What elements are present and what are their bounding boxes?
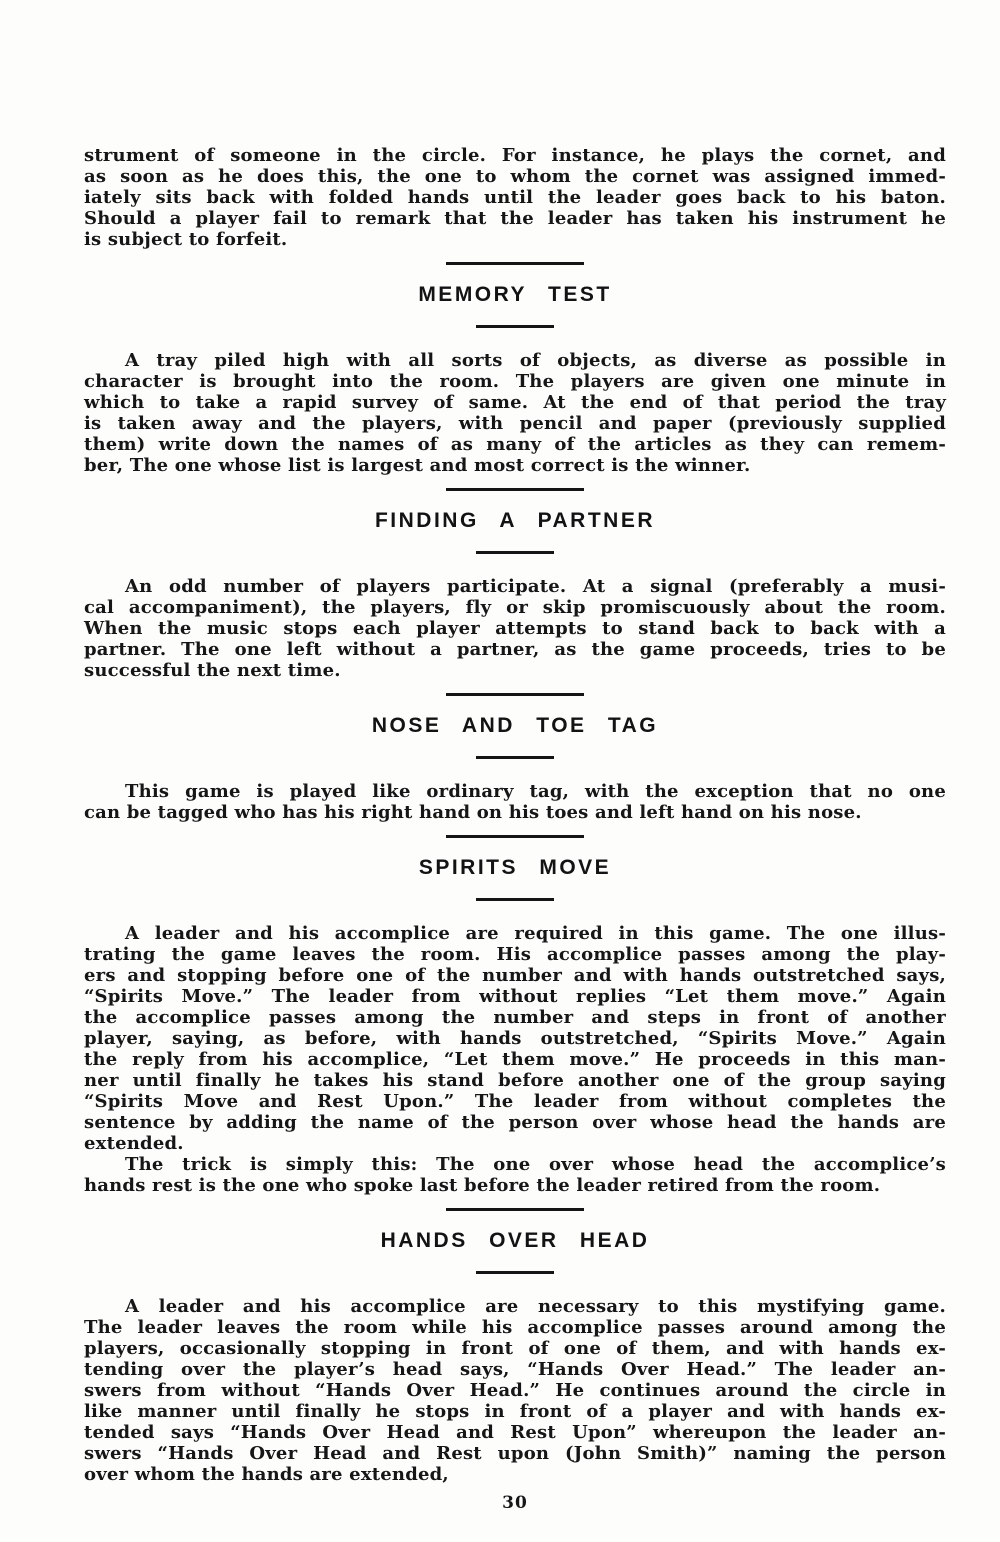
paragraph — [84, 1296, 946, 1485]
body-text-line: When the music stops each player attempts to stand back to back with a — [84, 618, 946, 639]
section-heading-memory-test: MEMORY TEST — [418, 283, 612, 306]
body-text-line: A leader and his accomplice are necessary to this mystifying game. — [125, 1296, 946, 1317]
section-divider — [446, 835, 584, 838]
body-text-line: like manner until finally he stops in front of a player and with hands ex- — [84, 1401, 946, 1422]
body-text-line: is subject to forfeit. — [84, 229, 288, 250]
section-divider — [446, 262, 584, 265]
body-text-line: hands rest is the one who spoke last before the leader retired from the room. — [84, 1175, 881, 1196]
body-text-line: An odd number of players participate. At a signal (preferably a musi- — [125, 576, 946, 597]
heading-underline — [476, 325, 554, 328]
body-text-line: “Spirits Move.” The leader from without replies “Let them move.” Again — [84, 986, 946, 1007]
body-text-line: swers from without “Hands Over Head.” He continues around the circle in — [84, 1380, 946, 1401]
body-text-line: The leader leaves the room while his accomplice passes around among the — [84, 1317, 946, 1338]
body-text-line: ner until finally he takes his stand before another one of the group saying — [84, 1070, 946, 1091]
body-text-line: is taken away and the players, with pencil and paper (previously supplied — [84, 413, 946, 434]
body-text-line: This game is played like ordinary tag, with the exception that no one — [125, 781, 946, 802]
paragraph — [84, 781, 946, 823]
body-text-line: A tray piled high with all sorts of objects, as diverse as possible in — [125, 350, 946, 371]
body-text-line: The trick is simply this: The one over whose head the accomplice’s — [125, 1154, 946, 1175]
body-text-line: the reply from his accomplice, “Let them move.” He proceeds in this man- — [84, 1049, 946, 1070]
paragraph — [84, 1154, 946, 1196]
section-divider — [446, 1208, 584, 1211]
section-divider — [446, 488, 584, 491]
body-text-line: Should a player fail to remark that the leader has taken his instrument he — [84, 208, 946, 229]
body-text-line: strument of someone in the circle. For instance, he plays the cornet, and — [84, 145, 946, 166]
body-text-line: the accomplice passes among the number and steps in front of another — [84, 1007, 946, 1028]
heading-underline — [476, 756, 554, 759]
section-heading-hands-over-head: HANDS OVER HEAD — [380, 1229, 650, 1252]
body-text-line: swers “Hands Over Head and Rest upon (John Smith)” naming the person — [84, 1443, 946, 1464]
body-text-line: player, saying, as before, with hands outstretched, “Spirits Move.” Again — [84, 1028, 946, 1049]
body-text-line: sentence by adding the name of the person over whose head the hands are — [84, 1112, 946, 1133]
body-text-line: can be tagged who has his right hand on his toes and left hand on his nose. — [84, 802, 862, 823]
body-text-line: which to take a rapid survey of same. At the end of that period the tray — [84, 392, 946, 413]
page-number: 30 — [502, 1493, 528, 1513]
body-text-line: over whom the hands are extended, — [84, 1464, 449, 1485]
paragraph — [84, 350, 946, 476]
body-text-line: iately sits back with folded hands until the leader goes back to his baton. — [84, 187, 946, 208]
section-heading-nose-and-toe-tag: NOSE AND TOE TAG — [371, 714, 659, 737]
body-text-line: tended says “Hands Over Head and Rest Upon” whereupon the leader an- — [84, 1422, 946, 1443]
body-text-line: A leader and his accomplice are required in this game. The one illus- — [125, 923, 946, 944]
body-text-line: them) write down the names of as many of the articles as they can remem- — [84, 434, 946, 455]
body-text-line: successful the next time. — [84, 660, 341, 681]
body-text-line: extended. — [84, 1133, 184, 1154]
body-text-line: “Spirits Move and Rest Upon.” The leader from without completes the — [84, 1091, 946, 1112]
body-text-line: partner. The one left without a partner, as the game proceeds, tries to be — [84, 639, 946, 660]
paragraph — [84, 576, 946, 681]
heading-underline — [476, 551, 554, 554]
body-text-line: as soon as he does this, the one to whom the cornet was assigned immed- — [84, 166, 946, 187]
section-heading-finding-a-partner: FINDING A PARTNER — [374, 509, 656, 532]
paragraph — [84, 145, 946, 250]
text-column — [84, 145, 946, 1513]
paragraph — [84, 923, 946, 1154]
body-text-line: players, occasionally stopping in front of one of them, and with hands ex- — [84, 1338, 946, 1359]
heading-underline — [476, 898, 554, 901]
body-text-line: ers and stopping before one of the number and with hands outstretched says, — [84, 965, 946, 986]
heading-underline — [476, 1271, 554, 1274]
body-text-line: ber, The one whose list is largest and most correct is the winner. — [84, 455, 751, 476]
body-text-line: character is brought into the room. The players are given one minute in — [84, 371, 946, 392]
section-divider — [446, 693, 584, 696]
body-text-line: tending over the player’s head says, “Hands Over Head.” The leader an- — [84, 1359, 946, 1380]
section-heading-spirits-move: SPIRITS MOVE — [418, 856, 612, 879]
body-text-line: trating the game leaves the room. His accomplice passes among the play- — [84, 944, 946, 965]
body-text-line: cal accompaniment), the players, fly or skip promiscuously about the room. — [84, 597, 946, 618]
